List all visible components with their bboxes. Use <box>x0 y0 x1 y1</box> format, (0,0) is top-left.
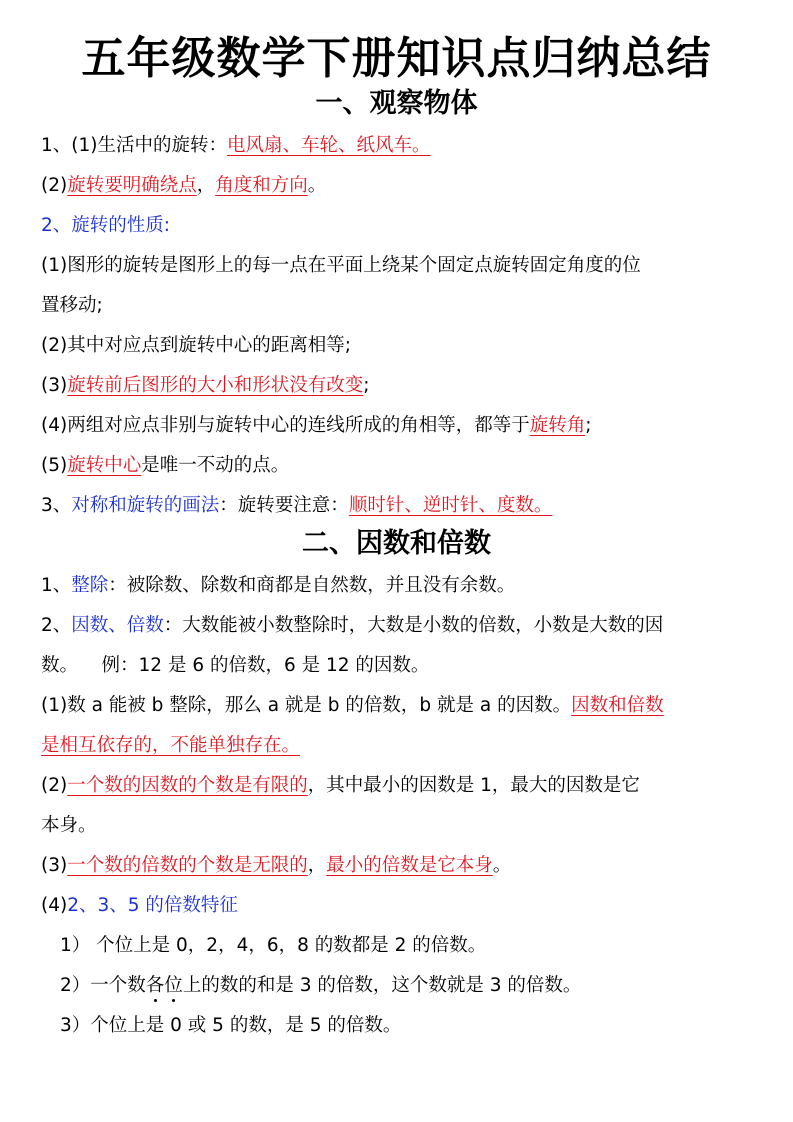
line-item-3 <box>41 854 761 878</box>
text: 是唯一不动的点。 <box>141 455 290 476</box>
line-item-1 <box>41 694 761 718</box>
line-property-5 <box>41 454 761 478</box>
highlight-red: 一个数的因数的个数是有限的 <box>67 775 308 796</box>
line-example: 数。 例：12 是 6 的倍数，6 是 12 的因数。 <box>41 655 430 676</box>
text: 1、 <box>41 575 72 596</box>
text: ：被除数、除数和商都是自然数，并且没有余数。 <box>108 575 516 596</box>
line-drawing-method <box>41 494 761 518</box>
line-property-3 <box>41 374 761 398</box>
highlight-red: 顺时针、逆时针、度数。 <box>348 495 553 516</box>
line-property-2: (2)其中对应点到旋转中心的距离相等; <box>41 335 351 356</box>
text: 。 <box>307 175 327 196</box>
emphasis-dot-char: 位 <box>164 975 183 996</box>
highlight-red: 电风扇、车轮、纸风车。 <box>226 135 431 156</box>
text: (4)两组对应点非别与旋转中心的连线所成的角相等，都等于 <box>41 415 530 436</box>
line-rule-5: 3）个位上是 0 或 5 的数，是 5 的倍数。 <box>60 1015 402 1036</box>
text: ：大数能被小数整除时，大数是小数的倍数，小数是大数的因 <box>163 615 664 636</box>
highlight-red: 角度和方向 <box>215 175 308 196</box>
section-heading-observation: 一、观察物体 <box>315 88 478 119</box>
highlight-red: 最小的倍数是它本身 <box>326 855 493 876</box>
text: ，其中最小的因数是 1，最大的因数是它 <box>307 775 640 796</box>
text: 3、 <box>41 495 72 516</box>
text: (3) <box>41 375 68 396</box>
text: 1、(1)生活中的旋转： <box>41 135 227 156</box>
text: 。 <box>492 855 512 876</box>
text: 2、 <box>41 615 72 636</box>
text: (5) <box>41 455 68 476</box>
document-title: 五年级数学下册知识点归纳总结 <box>81 33 712 84</box>
line-property-1: (1)图形的旋转是图形上的每一点在平面上绕某个固定点旋转固定角度的位 <box>41 255 641 276</box>
highlight-blue: 因数、倍数 <box>71 615 164 636</box>
line-item-4 <box>41 894 761 918</box>
highlight-blue: 对称和旋转的画法 <box>71 495 220 516</box>
line-rule-3 <box>60 974 780 998</box>
highlight-red: 旋转中心 <box>67 455 142 476</box>
line-property-1-cont: 置移动; <box>41 295 103 316</box>
line-property-4 <box>41 414 761 438</box>
highlight-red: 旋转角 <box>529 415 586 436</box>
line-rotation-examples <box>41 134 761 158</box>
highlight-blue: 整除 <box>71 575 109 596</box>
highlight-red: 是相互依存的，不能单独存在。 <box>41 735 301 756</box>
line-factor-multiple-def <box>41 614 761 638</box>
text: 2）一个数 <box>60 975 146 996</box>
text: 上的数的和是 3 的倍数，这个数就是 3 的倍数。 <box>182 975 582 996</box>
text: (4) <box>41 895 68 916</box>
text: ：旋转要注意： <box>219 495 349 516</box>
text: (2) <box>41 775 68 796</box>
line-item-2 <box>41 774 761 798</box>
text: (1)数 a 能被 b 整除，那么 a 就是 b 的倍数，b 就是 a 的因数。 <box>41 695 572 716</box>
line-divisible <box>41 574 761 598</box>
highlight-red: 旋转要明确绕点 <box>67 175 197 196</box>
line-rotation-properties-title: 2、旋转的性质: <box>41 215 171 236</box>
highlight-red: 旋转前后图形的大小和形状没有改变 <box>67 375 364 396</box>
text: ， <box>196 175 216 196</box>
text: ; <box>585 415 592 436</box>
line-item-2-cont: 本身。 <box>41 815 97 836</box>
line-rule-2: 1） 个位上是 0，2，4，6，8 的数都是 2 的倍数。 <box>60 935 487 956</box>
line-rotation-requirements <box>41 174 761 198</box>
line-item-1-cont <box>41 734 761 758</box>
text: (2) <box>41 175 68 196</box>
text: ， <box>307 855 327 876</box>
highlight-red: 因数和倍数 <box>571 695 664 716</box>
text: ; <box>363 375 370 396</box>
emphasis-dot-char: 各 <box>145 975 165 996</box>
highlight-blue: 2、3、5 的倍数特征 <box>67 895 238 916</box>
section-heading-factors-multiples: 二、因数和倍数 <box>302 528 491 559</box>
highlight-red: 一个数的倍数的个数是无限的 <box>67 855 308 876</box>
text: (3) <box>41 855 68 876</box>
